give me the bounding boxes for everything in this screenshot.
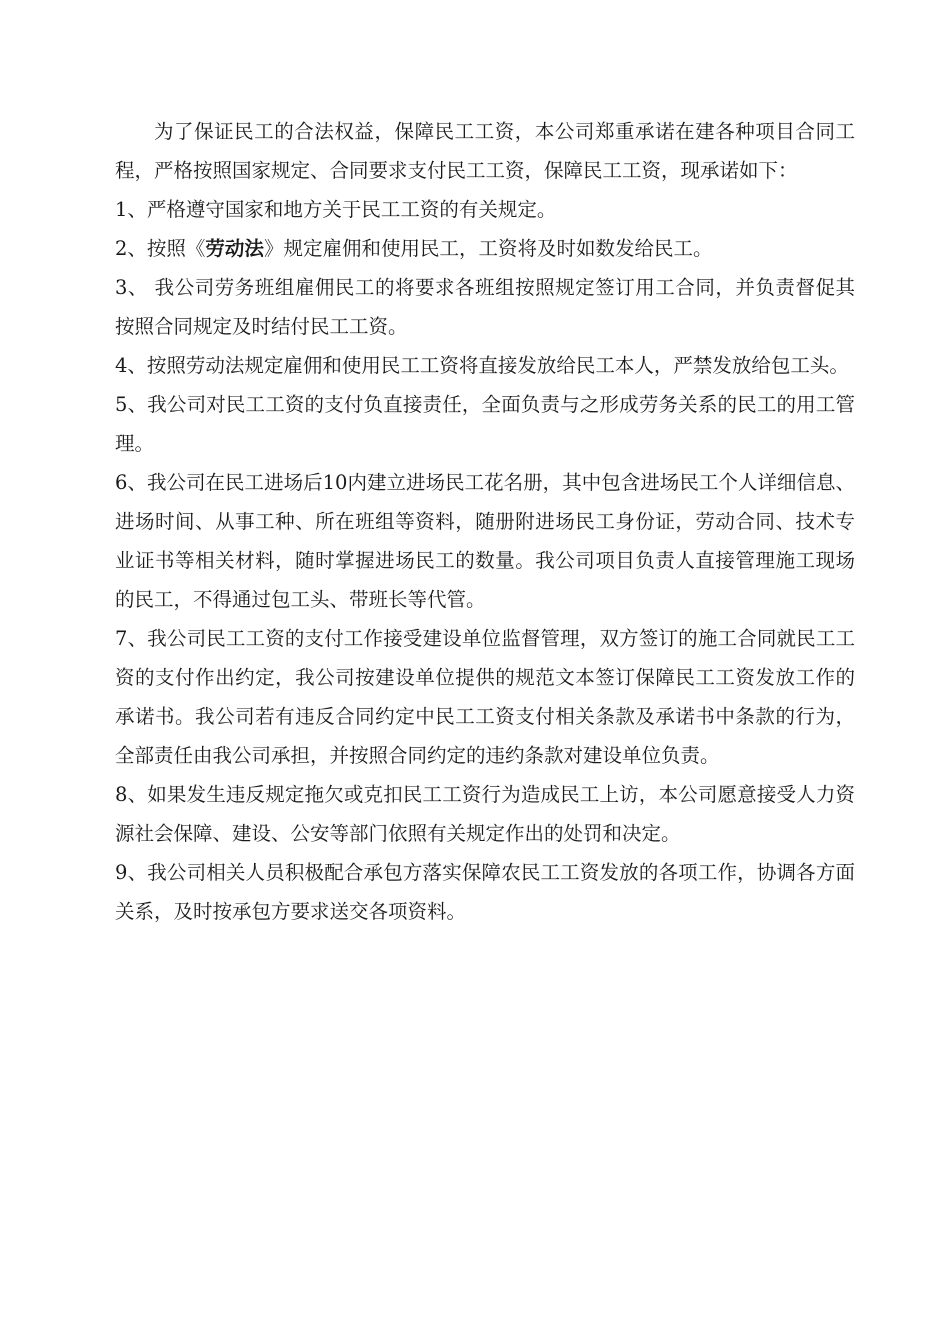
commitment-item-6: 6、我公司在民工进场后10内建立进场民工花名册，其中包含进场民工个人详细信息、进场时间、从事工种、所在班组等资料，随册附进场民工身份证，劳动合同、技术专业证书等相关材料，随时掌握进场民工的数量。我公司项目负责人直接管理施工现场的民工，不得通过包工头、带班长等代管。 [115, 471, 855, 611]
commitment-item-5: 5、我公司对民工工资的支付负直接责任，全面负责与之形成劳务关系的民工的用工管理。 [115, 393, 855, 455]
intro-paragraph: 为了保证民工的合法权益，保障民工工资，本公司郑重承诺在建各种项目合同工程，严格按照国家规定、合同要求支付民工工资，保障民工工资，现承诺如下： [115, 120, 855, 182]
item-2-prefix: 2、按照《 [115, 237, 206, 260]
document-body [115, 112, 855, 931]
commitment-item-1: 1、严格遵守国家和地方关于民工工资的有关规定。 [115, 198, 557, 221]
commitment-item-4: 4、按照劳动法规定雇佣和使用民工工资将直接发放给民工本人，严禁发放给包工头。 [115, 354, 849, 377]
commitment-item-3: 3、 我公司劳务班组雇佣民工的将要求各班组按照规定签订用工合同，并负责督促其按照合同规定及时结付民工工资。 [115, 276, 855, 338]
commitment-item-9: 9、我公司相关人员积极配合承包方落实保障农民工工资发放的各项工作，协调各方面关系，及时按承包方要求送交各项资料。 [115, 861, 855, 923]
commitment-item-7: 7、我公司民工工资的支付工作接受建设单位监督管理，双方签订的施工合同就民工工资的支付作出约定，我公司按建设单位提供的规范文本签订保障民工工资发放工作的承诺书。我公司若有违反合同约定中民工工资支付相关条款及承诺书中条款的行为，全部责任由我公司承担，并按照合同约定的违约条款对建设单位负责。 [115, 627, 855, 767]
commitment-item-8: 8、如果发生违反规定拖欠或克扣民工工资行为造成民工上访，本公司愿意接受人力资源社会保障、建设、公安等部门依照有关规定作出的处罚和决定。 [115, 783, 855, 845]
labor-law-title: 劳动法 [205, 237, 264, 260]
item-2-suffix: 》规定雇佣和使用民工，工资将及时如数发给民工。 [263, 237, 713, 260]
commitment-item-2 [115, 229, 855, 268]
